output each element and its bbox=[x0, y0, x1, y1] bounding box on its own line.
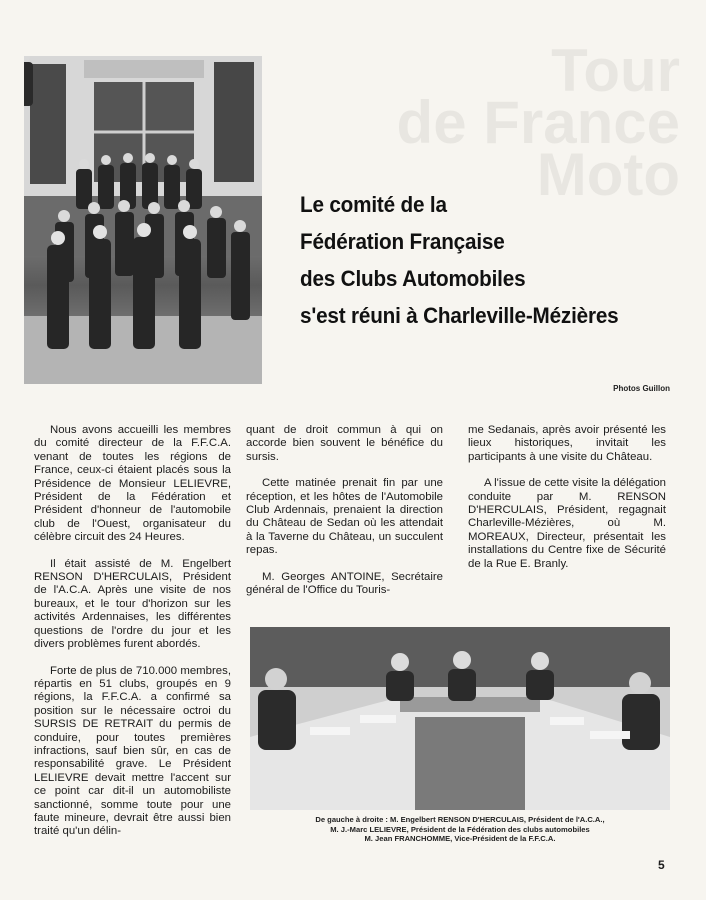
paragraph: quant de droit commun à qui on accorde bien souvent le bénéfice du sursis. bbox=[246, 424, 443, 463]
meeting-table-photo bbox=[250, 627, 670, 810]
paragraph: me Sedanais, après avoir présenté les lieux historiques, invitait les participants à une visite du Château. bbox=[468, 424, 666, 463]
paragraph: Cette matinée prenait fin par une réception, et les hôtes de l'Automobile Club Ardennais, prenaient la direction du Château de Sedan où les attendait à la Taverne du Château, un succulent repas. bbox=[246, 477, 443, 557]
paragraph: Nous avons accueilli les membres du comité directeur de la F.F.C.A. venant de toutes les régions de France, ceux-ci étaient placés sous la Présidence de Monsieur LELIEVRE, Président de la Fédération et Président d'honneur de l'automobile club de l'Ouest, organisateur du célèbre circuit des 24 Heures. bbox=[34, 424, 231, 544]
text-column-2 bbox=[246, 424, 443, 610]
photo-caption bbox=[250, 815, 670, 844]
text-column-1 bbox=[34, 424, 231, 852]
article-headline bbox=[300, 186, 659, 334]
page-number: 5 bbox=[658, 858, 665, 872]
text-column-3 bbox=[468, 424, 666, 584]
committee-group-photo bbox=[24, 56, 262, 384]
headline-line: des Clubs Automobiles bbox=[300, 266, 526, 291]
caption-line: M. Jean FRANCHOMME, Vice-Président de la F.F.C.A. bbox=[364, 834, 556, 844]
headline-line: Le comité de la bbox=[300, 192, 447, 217]
caption-line: M. J.-Marc LELIEVRE, Président de la Fédération des clubs automobiles bbox=[330, 824, 590, 834]
caption-line: De gauche à droite : M. Engelbert RENSON D'HERCULAIS, Président de l'A.C.A., bbox=[315, 815, 605, 824]
paragraph: Forte de plus de 710.000 membres, répartis en 51 clubs, groupés en 9 régions, la F.F.C.A. a confirmé sa position sur le nécessaire octroi du SURSIS DE RETRAIT du permis de conduire, pour toutes premières infractions, sauf bien sûr, en cas de responsabilité grave. Le Président LELIEVRE devait mettre l'accent sur ce point car dit-il un automobiliste sanctionné, somme toute pour une faute mineure, devrait être aussi bien traité qu'un délin- bbox=[34, 664, 231, 838]
headline-line: s'est réuni à Charleville-Mézières bbox=[300, 303, 619, 328]
paragraph: A l'issue de cette visite la délégation conduite par M. RENSON D'HERCULAIS, Président, regagnait Charleville-Mézières, où M. MOREAUX, Directeur, présentait les installations du Centre fixe de Sécurité de la Rue E. Branly. bbox=[468, 477, 667, 570]
photo-credit: Photos Guillon bbox=[613, 384, 670, 393]
paragraph: Il était assisté de M. Engelbert RENSON D'HERCULAIS, Président de l'A.C.A. Après une visite de nos bureaux, et le tour d'horizon sur les activités Ardennaises, les différentes questions de l'ordre du jour et les divers problèmes furent abordés. bbox=[34, 557, 231, 651]
paragraph: M. Georges ANTOINE, Secrétaire général de l'Office du Touris- bbox=[246, 570, 443, 597]
headline-line: Fédération Française bbox=[300, 229, 505, 254]
bleed-through-text: Tour de France Moto bbox=[396, 37, 680, 208]
